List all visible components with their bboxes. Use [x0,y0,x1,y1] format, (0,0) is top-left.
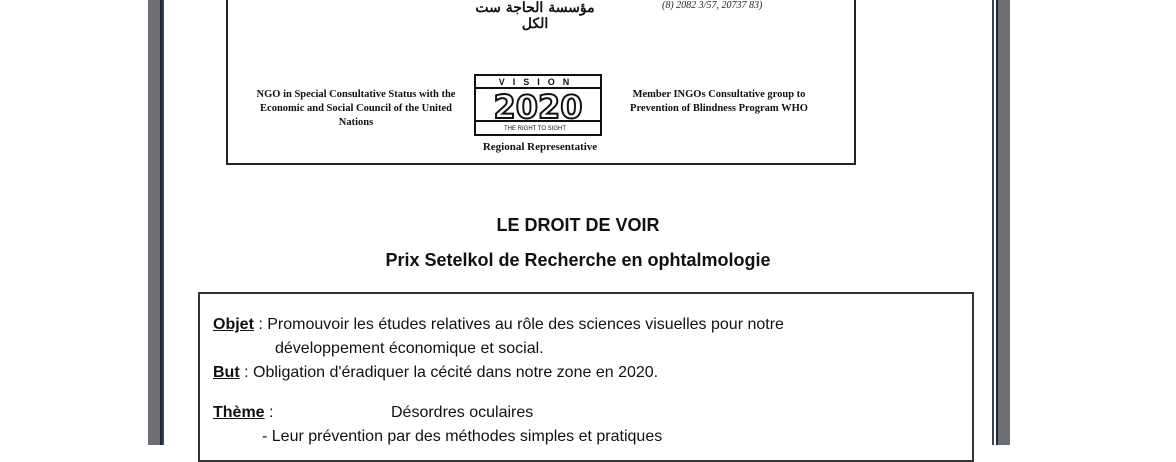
document-subtitle: Prix Setelkol de Recherche en ophtalmologie [385,250,771,270]
frame-right-border [996,0,1010,445]
theme-separator: : [264,404,274,421]
but-text: : Obligation d'éradiquer la cécité dans notre zone en 2020. [239,364,659,381]
objet-continuation: développement économique et social. [275,340,544,357]
objet-label: Objet [213,316,254,333]
theme-value: Désordres oculaires [391,404,534,421]
document-title: LE DROIT DE VOIR [496,215,660,235]
objet-text: : Promouvoir les études relatives au rôle des sciences visuelles pour notre [253,316,784,333]
logo-tagline: THE RIGHT TO SIGHT [504,126,567,132]
logo-2020-text: 2020 [493,88,583,126]
but-line [213,364,658,382]
theme-label: Thème [213,404,265,421]
but-label: But [213,364,240,381]
header-contact-info: (8) 2082 3/57, 20737 83) [662,0,763,11]
theme-line [213,404,273,422]
regional-representative-label: Regional Representative [482,141,598,153]
frame-left-border [148,0,162,445]
theme-item-1: - Leur prévention par des méthodes simples et pratiques [262,428,663,445]
who-membership-text: Member INGOs Consultative group to Prevention of Blindness Program WHO [630,89,808,114]
arabic-organization-name: مؤسسة الحاجة ست الكل [475,0,595,32]
frame-left-inner-line [162,0,164,445]
vision-2020-logo [474,74,602,136]
objet-line [213,316,784,334]
ngo-status-text: NGO in Special Consultative Status with the Economic and Social Council of the United Nations [256,89,456,128]
logo-vision-text: VISION [498,77,578,87]
frame-right-inner-line [992,0,994,445]
